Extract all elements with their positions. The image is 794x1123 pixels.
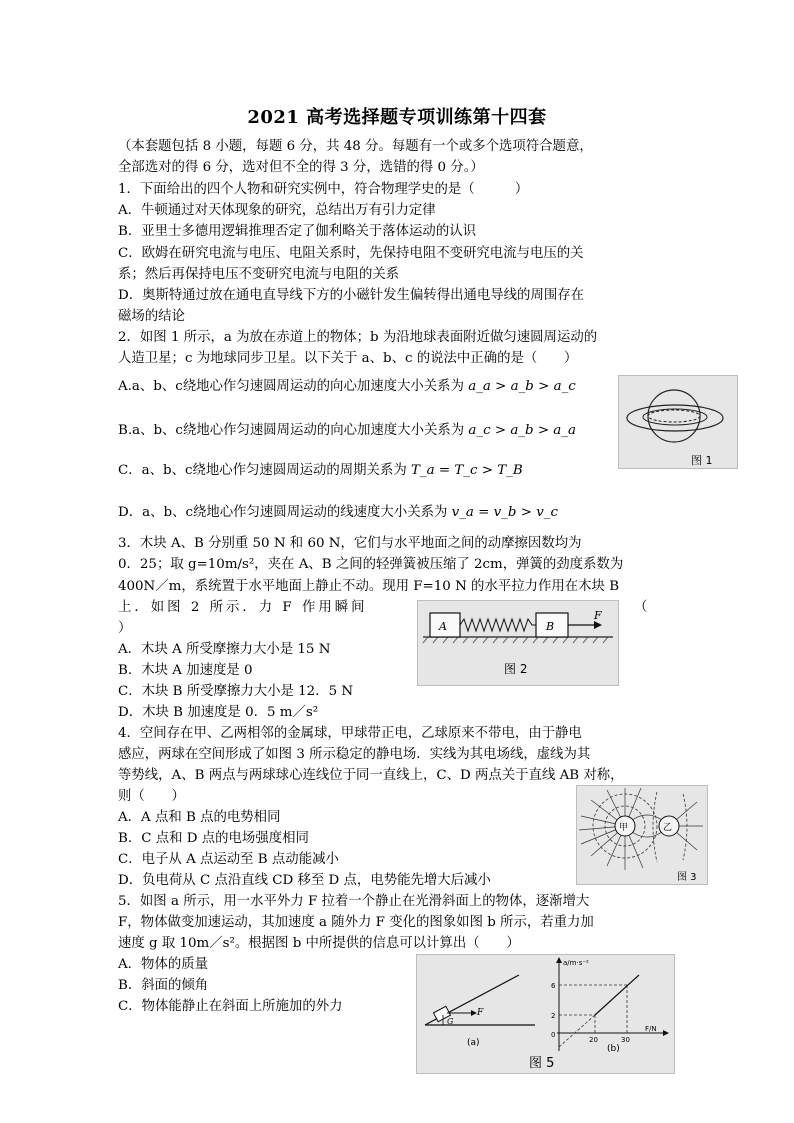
figure-5a-sub-label: (a)	[467, 1038, 480, 1048]
q2-option-a-formula: a_a > a_b > a_c	[468, 379, 576, 394]
q3-option-d: D．木块 B 加速度是 0．5 m／s²	[118, 705, 319, 720]
figure-5b-sub-label: (b)	[607, 1044, 620, 1054]
q3-paren-open: （	[634, 600, 648, 615]
q1-option-d-cont: 磁场的结论	[118, 309, 185, 324]
figure-2-label: 图 2	[504, 662, 528, 676]
q5-line-1: 5．如图 a 所示，用一水平外力 F 拉着一个静止在光滑斜面上的物体，逐渐增大	[118, 894, 590, 909]
q2-option-b-text: B.a、b、c绕地心作匀速圆周运动的向心加速度大小关系为	[118, 423, 465, 438]
q2-option-c-text: C．a、b、c绕地心作匀速圆周运动的周期关系为	[118, 463, 407, 478]
q4-option-a: A．A 点和 B 点的电势相同	[118, 810, 281, 825]
figure-5b-tick-6: 6	[551, 982, 556, 990]
q5-option-a: A．物体的质量	[118, 957, 209, 972]
q2-option-b	[118, 420, 678, 441]
q1-option-d: D．奥斯特通过放在通电直导线下方的小磁针发生偏转得出通电导线的周围存在	[118, 288, 585, 303]
figure-1-label: 图 1	[691, 454, 713, 467]
figure-5b-tick-2: 2	[551, 1012, 556, 1020]
q1-option-a: A．牛顿通过对天体现象的研究，总结出万有引力定律	[118, 203, 436, 218]
figure-5a-force-label: F	[477, 1008, 484, 1018]
figure-5b-tick-30: 30	[621, 1036, 630, 1044]
q4-line-1: 4．空间存在甲、乙两相邻的金属球，甲球带正电，乙球原来不带电，由于静电	[118, 726, 582, 741]
q2-option-d-formula: v_a = v_b > v_c	[451, 505, 558, 520]
q2-option-a	[118, 376, 678, 397]
q2-option-c	[118, 460, 678, 481]
figure-5b-tick-20: 20	[589, 1036, 598, 1044]
figure-2-block-a-label: A	[439, 620, 447, 633]
figure-5-label: 图 5	[529, 1056, 555, 1071]
q3-option-b: B．木块 A 加速度是 0	[118, 663, 253, 678]
figure-2-force-label: F	[594, 609, 602, 622]
q2-option-d	[118, 502, 678, 523]
q3-line-4: 上．如图 2 所示．力 F 作用瞬间	[118, 600, 368, 615]
q3-option-a: A．木块 A 所受摩擦力大小是 15 N	[118, 642, 331, 657]
q2-option-b-formula: a_c > a_b > a_a	[468, 423, 576, 438]
q5-line-2: F，物体做变加速运动，其加速度 a 随外力 F 变化的图象如图 b 所示，若重力加	[118, 915, 594, 930]
q3-option-c: C．木块 B 所受摩擦力大小是 12．5 N	[118, 684, 354, 699]
figure-5b-origin: 0	[551, 1031, 556, 1039]
q5-option-b: B．斜面的倾角	[118, 978, 209, 993]
figure-5b-x-axis-label: F/N	[645, 1025, 657, 1033]
q4-line-3: 等势线，A、B 两点与两球球心连线位于同一直线上，C、D 两点关于直线 AB 对称，	[118, 768, 624, 783]
figure-3	[576, 785, 708, 885]
q2-option-a-text: A.a、b、c绕地心作匀速圆周运动的向心加速度大小关系为	[118, 379, 464, 394]
q4-option-b: B．C 点和 D 点的电场强度相同	[118, 831, 309, 846]
figure-3-sphere-yi: 乙	[663, 823, 673, 833]
q2-stem-2: 人造卫星；c 为地球同步卫星。以下关于 a、b、c 的说法中正确的是（ ）	[118, 351, 578, 366]
q3-paren-close: ）	[118, 621, 132, 636]
q3-line-2: 0．25；取 g=10m/s²，夹在 A、B 之间的轻弹簧被压缩了 2cm，弹簧的劲度系数为	[118, 557, 624, 572]
intro-line-2: 全部选对的得 6 分，选对但不全的得 3 分，选错的得 0 分。）	[118, 160, 484, 175]
q2-stem-1: 2．如图 1 所示，a 为放在赤道上的物体；b 为沿地球表面附近做匀速圆周运动的	[118, 330, 598, 345]
q5-line-3: 速度 g 取 10m／s²。根据图 b 中所提供的信息可以计算出（ ）	[118, 936, 520, 951]
figure-5a-gravity-label: G	[447, 1017, 454, 1026]
q4-option-d: D．负电荷从 C 点沿直线 CD 移至 D 点，电势能先增大后减小	[118, 873, 491, 888]
figure-5	[416, 954, 675, 1074]
q2-option-d-text: D．a、b、c绕地心作匀速圆周运动的线速度大小关系为	[118, 505, 448, 520]
q2-option-c-formula: T_a = T_c > T_B	[411, 463, 523, 478]
q1-option-c-cont: 系；然后再保持电压不变研究电流与电阻的关系	[118, 267, 400, 282]
q3-line-3: 400N／m，系统置于水平地面上静止不动。现用 F=10 N 的水平拉力作用在木块 B	[118, 579, 620, 594]
q4-line-4: 则（ ）	[118, 789, 185, 804]
figure-3-label: 图 3	[677, 872, 697, 883]
q5-option-c: C．物体能静止在斜面上所施加的外力	[118, 999, 343, 1014]
figure-5b-y-axis-label: a/m·s⁻²	[563, 959, 589, 967]
figure-1	[618, 375, 738, 469]
q1-option-c: C．欧姆在研究电流与电压、电阻关系时，先保持电阻不变研究电流与电压的关	[118, 246, 584, 261]
q1-option-b: B．亚里士多德用逻辑推理否定了伽利略关于落体运动的认识	[118, 224, 476, 239]
figure-3-sphere-jia: 甲	[619, 823, 629, 833]
page-title: 2021 高考选择题专项训练第十四套	[247, 107, 547, 128]
intro-line-1: （本套题包括 8 小题，每题 6 分，共 48 分。每题有一个或多个选项符合题意，	[118, 139, 593, 154]
q4-line-2: 感应，两球在空间形成了如图 3 所示稳定的静电场．实线为其电场线，虚线为其	[118, 747, 591, 762]
q4-option-c: C．电子从 A 点运动至 B 点动能减小	[118, 852, 339, 867]
figure-2	[417, 600, 619, 686]
q3-line-1: 3．木块 A、B 分别重 50 N 和 60 N，它们与水平地面之间的动摩擦因数均为	[118, 536, 582, 551]
q1-stem: 1．下面给出的四个人物和研究实例中，符合物理学史的是（ ）	[118, 182, 529, 197]
figure-2-block-b-label: B	[546, 620, 555, 633]
